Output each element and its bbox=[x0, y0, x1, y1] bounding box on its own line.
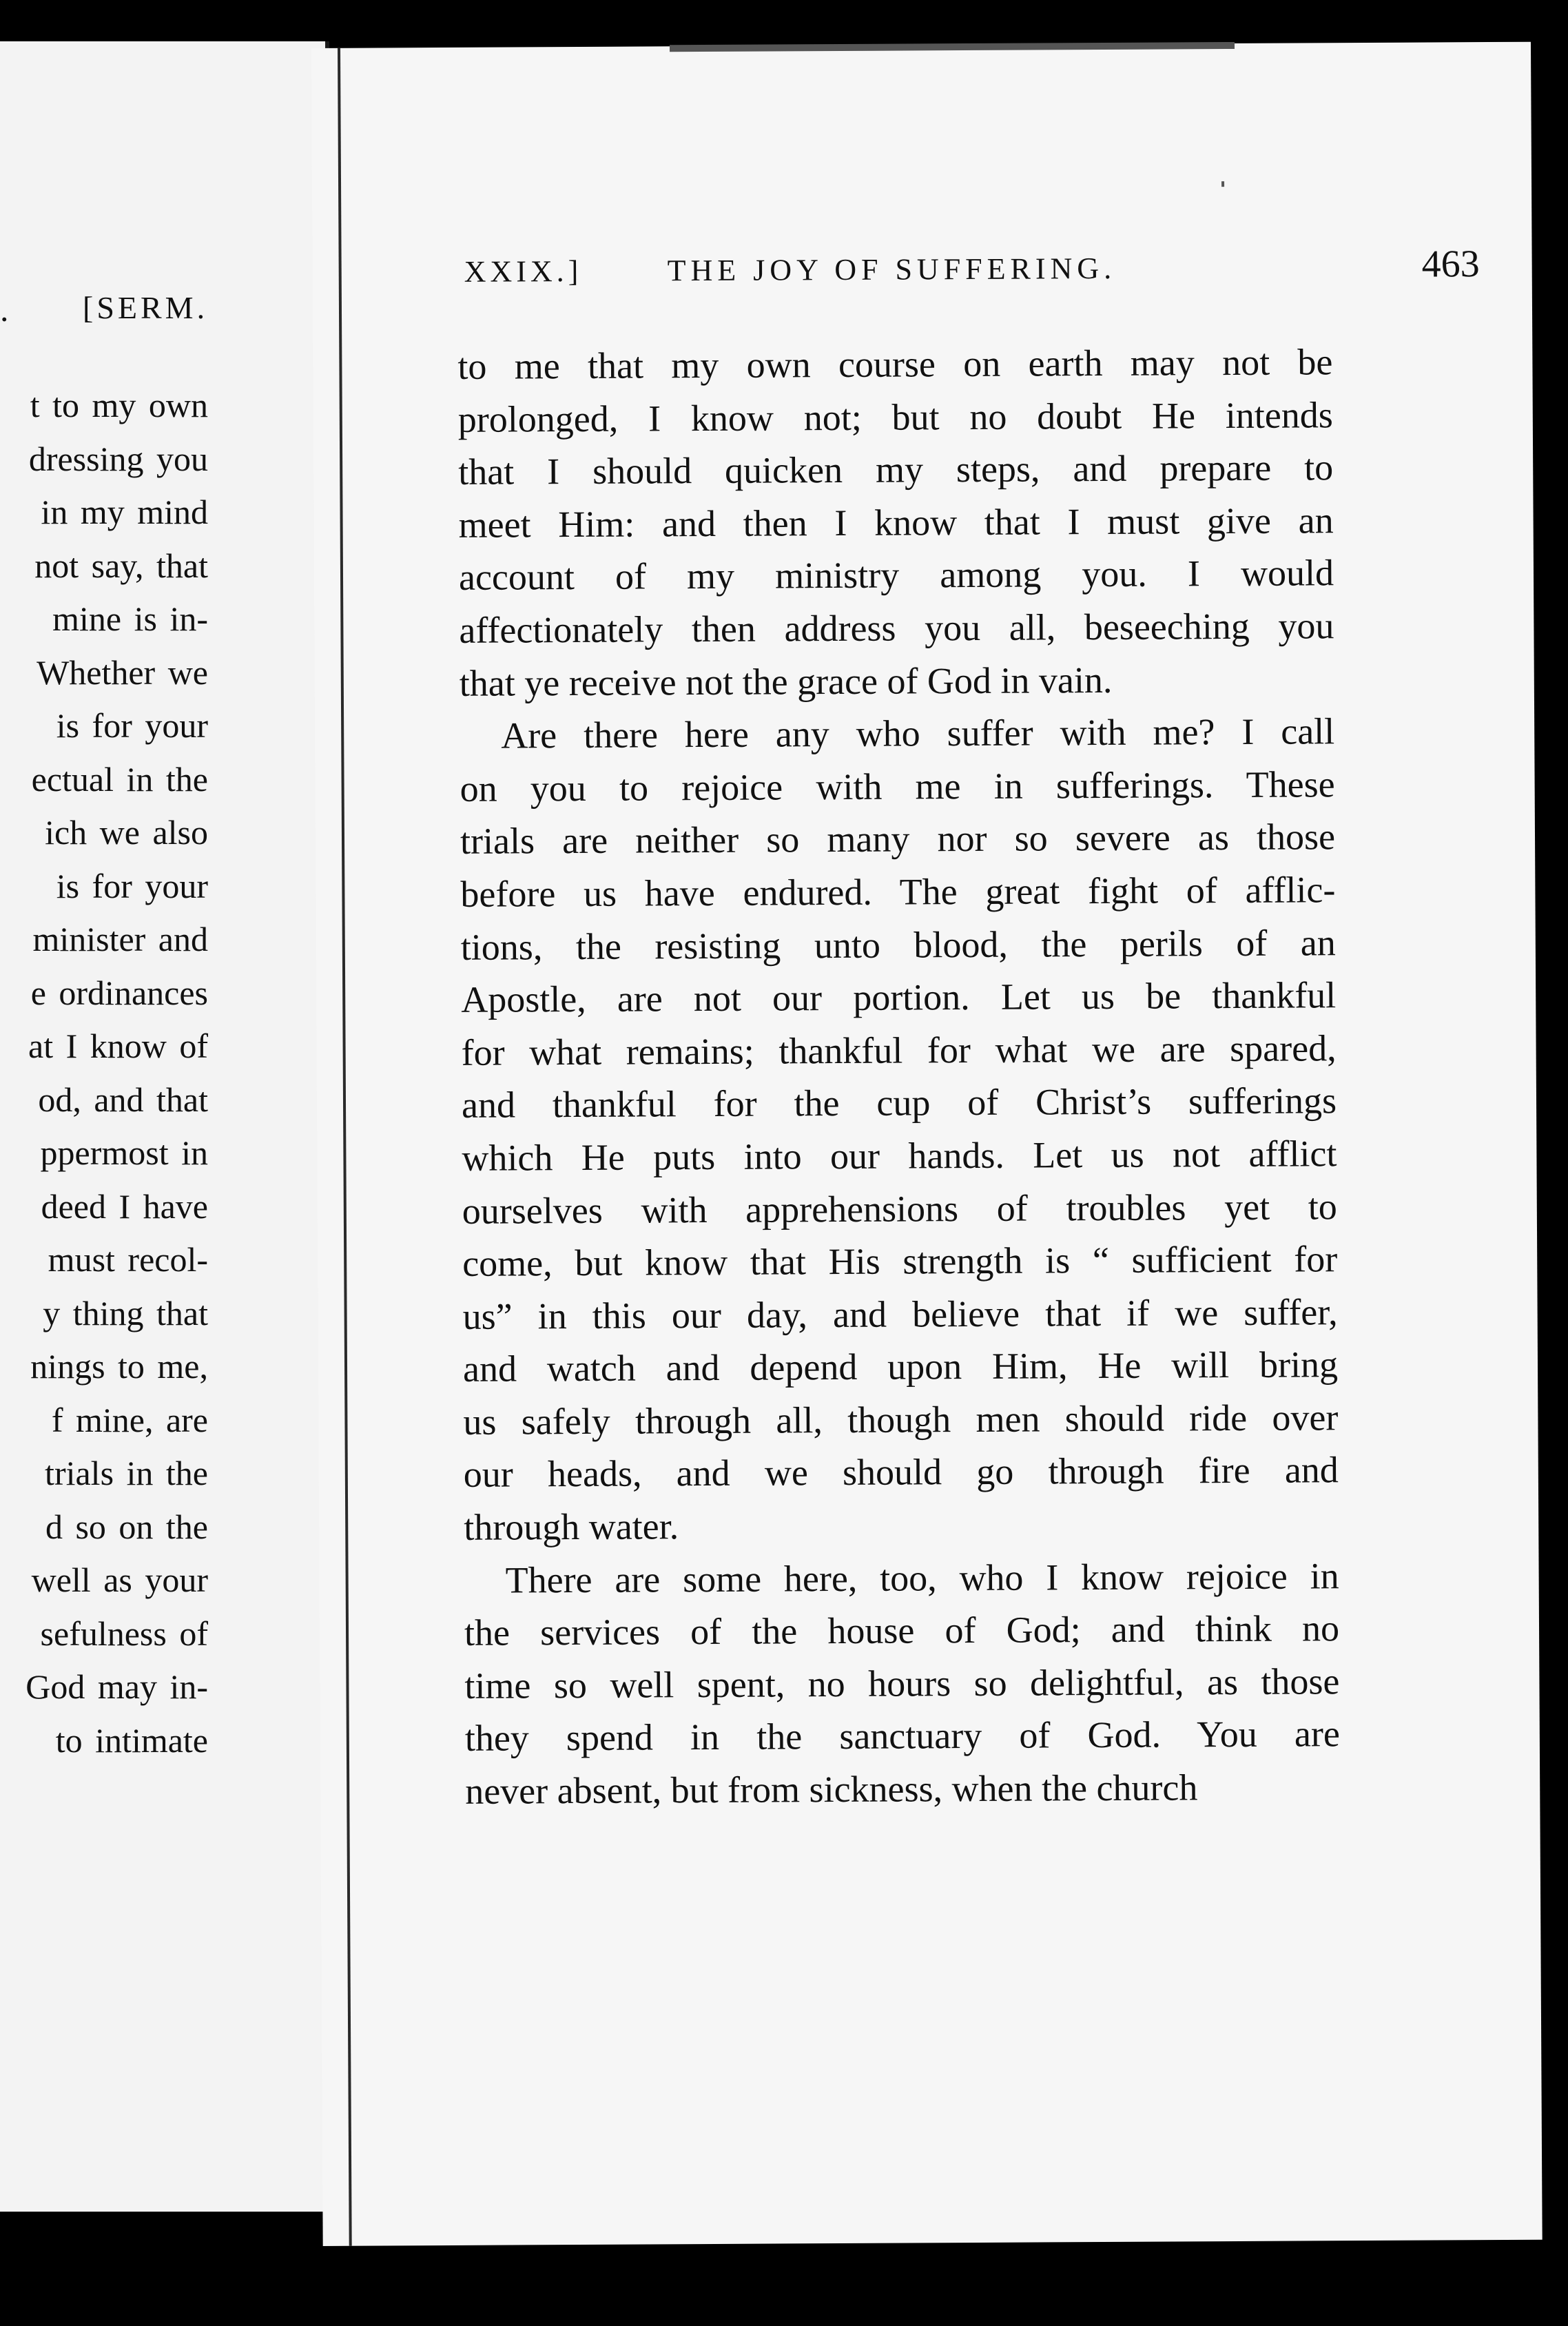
text-line: us” in this our day, and believe that if we suffer, bbox=[462, 1290, 1338, 1337]
left-page-line: ectual in the bbox=[31, 759, 208, 799]
text-line: through water. bbox=[464, 1505, 679, 1548]
left-page-line: is for your bbox=[56, 866, 208, 905]
left-page-line: sefulness of bbox=[40, 1614, 208, 1653]
left-page-line: t to my own bbox=[30, 386, 208, 424]
left-page-line: mine is in- bbox=[52, 599, 208, 638]
text-line: on you to rejoice with me in sufferings. These bbox=[460, 763, 1335, 810]
paragraph bbox=[464, 1550, 1340, 1818]
running-head bbox=[464, 243, 1568, 309]
text-line: and thankful for the cup of Christ’s sufferings bbox=[461, 1080, 1337, 1126]
left-page-line: well as your bbox=[31, 1561, 208, 1599]
left-page-line: trials in the bbox=[45, 1454, 208, 1492]
running-title: THE JOY OF SUFFERING. bbox=[667, 251, 1117, 288]
left-running-head-dot: . bbox=[0, 290, 9, 329]
text-line: There are some here, too, who I know rejoice in bbox=[505, 1554, 1339, 1601]
text-line: tions, the resisting unto blood, the perils of an bbox=[460, 921, 1336, 968]
left-page-line: is for your bbox=[56, 706, 208, 745]
text-line: our heads, and we should go through fire and bbox=[463, 1449, 1339, 1496]
text-line: and watch and depend upon Him, He will bring bbox=[462, 1344, 1339, 1390]
left-page-line: to intimate bbox=[55, 1720, 208, 1760]
left-running-head-label: [SERM. bbox=[83, 290, 209, 325]
left-page-line: f mine, are bbox=[51, 1400, 208, 1439]
text-line: time so well spent, no hours so delightful, as those bbox=[464, 1660, 1340, 1707]
text-line: for what remains; thankful for what we are spared, bbox=[461, 1027, 1337, 1073]
text-line: to me that my own course on earth may not be bbox=[457, 341, 1333, 387]
left-page-line: must recol- bbox=[48, 1240, 208, 1279]
left-page-text bbox=[0, 379, 208, 1767]
text-line: the services of the house of God; and think no bbox=[464, 1607, 1340, 1654]
text-line: account of my ministry among you. I would bbox=[458, 552, 1334, 599]
left-page-line: God may in- bbox=[25, 1667, 208, 1706]
left-page-line: dressing you bbox=[28, 439, 208, 478]
left-page-line: not say, that bbox=[34, 546, 208, 585]
left-page-line: d so on the bbox=[45, 1507, 208, 1546]
sermon-number: XXIX.] bbox=[464, 254, 583, 289]
text-line: that ye receive not the grace of God in vain. bbox=[459, 659, 1113, 704]
text-line: before us have endured. The great fight of afflic- bbox=[460, 869, 1336, 915]
left-page bbox=[0, 41, 329, 2212]
speck bbox=[1221, 181, 1224, 187]
text-line: trials are neither so many nor so severe as those bbox=[460, 816, 1336, 863]
left-running-head bbox=[0, 289, 329, 338]
text-line: that I should quicken my steps, and prepare to bbox=[458, 446, 1334, 493]
text-line: Apostle, are not our portion. Let us be thankful bbox=[461, 974, 1337, 1021]
body-text bbox=[457, 336, 1340, 1818]
top-edge-rule bbox=[670, 42, 1235, 52]
left-page-line: ppermost in bbox=[40, 1133, 208, 1172]
text-line: Are there here any who suffer with me? I call bbox=[501, 710, 1335, 757]
left-page-line: in my mind bbox=[41, 493, 208, 531]
left-page-line: Whether we bbox=[37, 652, 208, 692]
text-line: they spend in the sanctuary of God. You are bbox=[464, 1713, 1340, 1760]
left-page-line: y thing that bbox=[43, 1293, 208, 1332]
text-line: ourselves with apprehensions of troubles yet to bbox=[462, 1185, 1337, 1232]
left-page-line: e ordinances bbox=[30, 973, 208, 1012]
left-page-line: ich we also bbox=[45, 813, 208, 852]
text-line: never absent, but from sickness, when the church bbox=[465, 1767, 1198, 1812]
text-line: which He puts into our hands. Let us not afflict bbox=[462, 1133, 1337, 1179]
text-line: prolonged, I know not; but no doubt He intends bbox=[457, 393, 1333, 440]
paragraph bbox=[457, 336, 1334, 710]
text-line: affectionately then address you all, beseeching you bbox=[459, 605, 1334, 651]
left-page-line: at I know of bbox=[28, 1027, 208, 1065]
left-page-line: od, and that bbox=[38, 1080, 208, 1119]
left-page-line: nings to me, bbox=[30, 1347, 208, 1386]
text-line: meet Him: and then I know that I must give an bbox=[458, 500, 1334, 546]
page-number: 463 bbox=[1421, 243, 1480, 286]
left-page-line: minister and bbox=[32, 920, 208, 958]
paragraph bbox=[460, 705, 1339, 1554]
text-line: come, but know that His strength is “ sufficient for bbox=[462, 1238, 1338, 1284]
right-page bbox=[311, 42, 1543, 2246]
left-page-line: deed I have bbox=[41, 1186, 208, 1226]
text-line: us safely through all, though men should ride over bbox=[463, 1397, 1339, 1443]
